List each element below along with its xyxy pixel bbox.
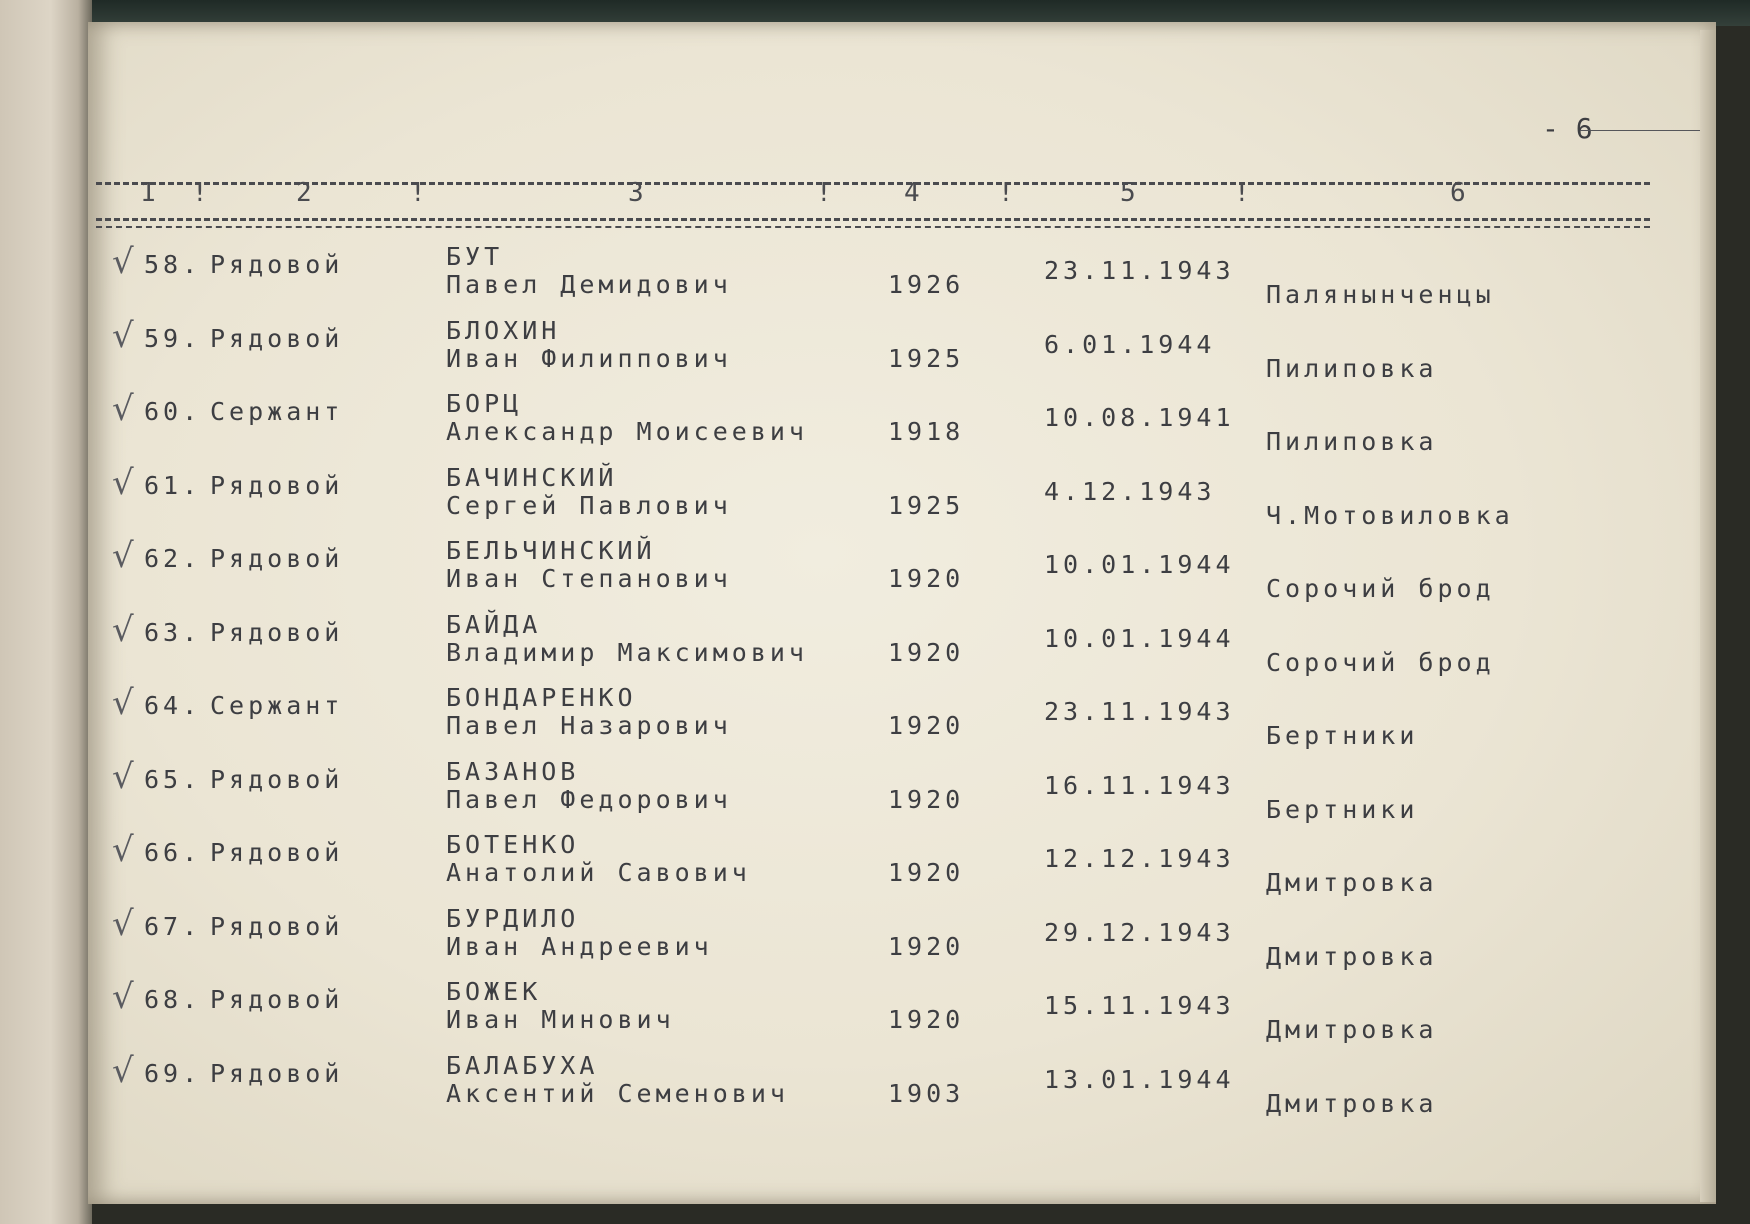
row-given-name: Павел Демидович xyxy=(446,270,732,299)
column-header-1: 1 xyxy=(140,178,156,208)
row-surname: БУТ xyxy=(446,242,504,271)
row-birth-year: 1920 xyxy=(888,637,965,667)
column-separator: ! xyxy=(998,178,1014,208)
check-mark: √ xyxy=(112,830,134,870)
row-death-date: 10.01.1944 xyxy=(1044,623,1235,653)
row-death-date: 23.11.1943 xyxy=(1044,256,1235,285)
row-surname: БАЗАНОВ xyxy=(446,756,580,786)
row-death-date: 15.11.1943 xyxy=(1044,991,1235,1020)
check-mark: √ xyxy=(112,462,134,503)
row-death-date: 16.11.1943 xyxy=(1044,770,1235,800)
row-birth-year: 1903 xyxy=(888,1078,965,1108)
row-given-name: Владимир Максимович xyxy=(446,637,808,667)
row-death-date: 6.01.1944 xyxy=(1044,329,1216,359)
row-given-name: Иван Минович xyxy=(446,1005,675,1034)
row-birth-year: 1925 xyxy=(888,343,965,373)
row-number: 68. xyxy=(144,985,202,1014)
row-surname: БОЖЕК xyxy=(446,977,542,1006)
row-burial-place: Дмитровка xyxy=(1266,1088,1438,1118)
row-number: 67. xyxy=(144,911,202,941)
row-number: 61. xyxy=(144,470,202,500)
row-rank: Рядовой xyxy=(210,323,344,353)
row-given-name: Иван Андреевич xyxy=(446,931,713,961)
row-birth-year: 1920 xyxy=(888,711,965,740)
column-header-5: 5 xyxy=(1120,178,1136,208)
row-burial-place: Пилиповка xyxy=(1266,353,1438,383)
row-number: 62. xyxy=(144,544,202,573)
column-separator: ! xyxy=(410,178,426,208)
row-birth-year: 1920 xyxy=(888,1005,965,1034)
row-number: 69. xyxy=(144,1058,202,1088)
row-birth-year: 1920 xyxy=(888,931,965,961)
check-mark: √ xyxy=(112,242,134,282)
row-burial-place: Палянынченцы xyxy=(1266,280,1495,309)
row-given-name: Анатолий Савович xyxy=(446,858,751,887)
row-given-name: Павел Федорович xyxy=(446,784,732,814)
row-surname: БЕЛЬЧИНСКИЙ xyxy=(446,536,656,565)
row-rank: Рядовой xyxy=(210,470,344,500)
row-rank: Рядовой xyxy=(210,1058,344,1088)
row-rank: Рядовой xyxy=(210,617,344,647)
row-rank: Сержант xyxy=(210,691,344,720)
row-birth-year: 1918 xyxy=(888,417,965,446)
row-given-name: Иван Филиппович xyxy=(446,343,732,373)
check-mark: √ xyxy=(112,315,134,356)
row-surname: БОРЦ xyxy=(446,389,523,418)
column-header-4: 4 xyxy=(904,178,920,208)
row-number: 59. xyxy=(144,323,202,353)
row-rank: Рядовой xyxy=(210,838,344,867)
check-mark: √ xyxy=(112,389,134,429)
check-mark: √ xyxy=(112,609,134,650)
check-mark: √ xyxy=(112,756,134,797)
column-header-2: 2 xyxy=(296,178,312,208)
check-mark: √ xyxy=(112,903,134,944)
row-death-date: 10.08.1941 xyxy=(1044,403,1235,432)
row-surname: БАЙДА xyxy=(446,609,542,639)
page-number: - 6 xyxy=(1542,112,1593,145)
check-mark: √ xyxy=(112,977,134,1017)
row-burial-place: Бертники xyxy=(1266,721,1419,750)
row-rank: Рядовой xyxy=(210,544,344,573)
row-death-date: 13.01.1944 xyxy=(1044,1064,1235,1094)
row-surname: БУРДИЛО xyxy=(446,903,580,933)
row-rank: Рядовой xyxy=(210,985,344,1014)
row-given-name: Аксентий Семенович xyxy=(446,1078,789,1108)
row-death-date: 12.12.1943 xyxy=(1044,844,1235,873)
row-burial-place: Пилиповка xyxy=(1266,427,1438,456)
row-given-name: Сергей Павлович xyxy=(446,490,732,520)
row-burial-place: Бертники xyxy=(1266,794,1419,824)
row-birth-year: 1920 xyxy=(888,784,965,814)
row-burial-place: Сорочий брод xyxy=(1266,647,1495,677)
row-burial-place: Сорочий брод xyxy=(1266,574,1495,603)
row-given-name: Иван Степанович xyxy=(446,564,732,593)
row-surname: БАЧИНСКИЙ xyxy=(446,462,618,492)
column-header-3: 3 xyxy=(628,178,644,208)
column-separator: ! xyxy=(192,178,208,208)
row-surname: БАЛАБУХА xyxy=(446,1050,599,1080)
row-rank: Сержант xyxy=(210,397,344,426)
row-birth-year: 1925 xyxy=(888,490,965,520)
row-death-date: 10.01.1944 xyxy=(1044,550,1235,579)
row-burial-place: Дмитровка xyxy=(1266,941,1438,971)
check-mark: √ xyxy=(112,683,134,723)
row-number: 60. xyxy=(144,397,202,426)
row-given-name: Павел Назарович xyxy=(446,711,732,740)
row-rank: Рядовой xyxy=(210,911,344,941)
row-rank: Рядовой xyxy=(210,764,344,794)
row-death-date: 4.12.1943 xyxy=(1044,476,1216,506)
row-burial-place: Ч.Мотовиловка xyxy=(1266,500,1514,530)
row-burial-place: Дмитровка xyxy=(1266,1015,1438,1044)
row-number: 65. xyxy=(144,764,202,794)
row-burial-place: Дмитровка xyxy=(1266,868,1438,897)
column-separator: ! xyxy=(1234,178,1250,208)
row-surname: БОНДАРЕНКО xyxy=(446,683,637,712)
row-surname: БОТЕНКО xyxy=(446,830,580,859)
row-death-date: 23.11.1943 xyxy=(1044,697,1235,726)
row-number: 64. xyxy=(144,691,202,720)
row-birth-year: 1926 xyxy=(888,270,965,299)
column-separator: ! xyxy=(816,178,832,208)
row-rank: Рядовой xyxy=(210,250,344,279)
row-birth-year: 1920 xyxy=(888,858,965,887)
row-number: 66. xyxy=(144,838,202,867)
check-mark: √ xyxy=(112,1050,134,1091)
row-birth-year: 1920 xyxy=(888,564,965,593)
row-given-name: Александр Моисеевич xyxy=(446,417,808,446)
column-header-6: 6 xyxy=(1450,178,1466,208)
row-death-date: 29.12.1943 xyxy=(1044,917,1235,947)
row-number: 63. xyxy=(144,617,202,647)
row-number: 58. xyxy=(144,250,202,279)
row-surname: БЛОХИН xyxy=(446,315,561,345)
check-mark: √ xyxy=(112,536,134,576)
